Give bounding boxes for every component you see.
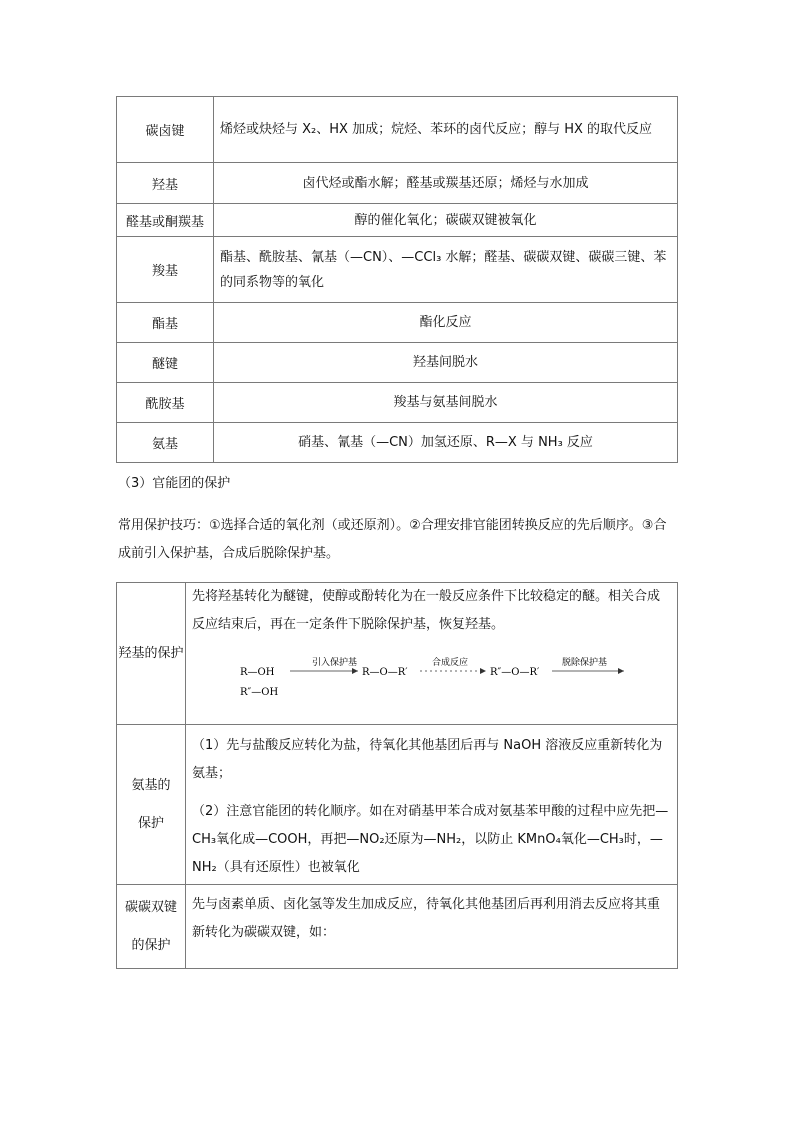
row-content: 醇的催化氧化；碳碳双键被氧化: [214, 204, 678, 237]
reactant-label: R—OH: [240, 667, 275, 678]
row-content: 卤代烃或酯水解；醛基或羰基还原；烯烃与水加成: [214, 163, 678, 204]
intermediate-label: R—O—R′: [362, 667, 408, 678]
step-label: 合成反应: [432, 658, 469, 668]
hydroxyl-protection-text: 先将羟基转化为醚键，使醇或酚转化为在一般反应条件下比较稳定的醚。相关合成反应结束后，再在一定条件下脱除保护基，恢复羟基。: [192, 589, 661, 632]
row-content: 羟基间脱水: [214, 343, 678, 383]
intro-paragraph: 常用保护技巧：①选择合适的氧化剂（或还原剂）。②合理安排官能团转换反应的先后顺序。③合成前引入保护基，合成后脱除保护基。: [118, 518, 667, 561]
amino-protection-head: 氨基的 保护: [117, 725, 186, 885]
step-label: 脱除保护基: [562, 658, 608, 668]
row-content: 羧基与氨基间脱水: [214, 383, 678, 423]
product-label: R″—OH: [240, 687, 279, 697]
hydroxyl-protection-head: 羟基的保护: [117, 583, 186, 725]
row-head: 碳卤键: [117, 97, 214, 163]
hydroxyl-protection-content: [186, 583, 678, 725]
alkene-protection-head: 碳碳双键 的保护: [117, 885, 186, 969]
row-head: 醛基或酮羰基: [117, 204, 214, 237]
intermediate-label: R″—O—R′: [490, 667, 540, 678]
protection-table: [116, 582, 678, 969]
row-content: 硝基、氰基（—CN）加氢还原、R—X 与 NH₃ 反应: [214, 423, 678, 463]
amino-protection-point-1: （1）先与盐酸反应转化为盐，待氧化其他基团后再与 NaOH 溶液反应重新转化为氨基；: [192, 738, 663, 781]
row-head: 羟基: [117, 163, 214, 204]
amino-protection-content: [186, 725, 678, 885]
row-head: 氨基: [117, 423, 214, 463]
arrowhead: [618, 668, 624, 674]
arrowhead: [352, 668, 358, 674]
row-head: 酯基: [117, 303, 214, 343]
arrowhead: [480, 668, 486, 674]
row-content: 酯基、酰胺基、氰基（—CN）、—CCl₃ 水解；醛基、碳碳双键、碳碳三键、苯的同系物等的氧化: [214, 237, 678, 303]
row-head: 羧基: [117, 237, 214, 303]
functional-group-introduction-table: [116, 96, 678, 463]
hydroxyl-protection-scheme: [192, 645, 671, 699]
alkene-protection-content: 先与卤素单质、卤化氢等发生加成反应，待氧化其他基团后再利用消去反应将其重新转化为碳碳双键，如：: [186, 885, 678, 969]
step-label: 引入保护基: [312, 658, 358, 668]
amino-protection-point-2: （2）注意官能团的转化顺序。如在对硝基甲苯合成对氨基苯甲酸的过程中应先把—CH₃氧化成—COOH，再把—NO₂还原为—NH₂，以防止 KMnO₄氧化—CH₃时，—NH₂（具有还原性）也被氧化: [192, 804, 669, 875]
section-title: （3）官能团的保护: [118, 476, 231, 491]
reaction-scheme: [240, 645, 660, 697]
row-content: 烯烃或炔烃与 X₂、HX 加成；烷烃、苯环的卤代反应；醇与 HX 的取代反应: [214, 97, 678, 163]
row-head: 酰胺基: [117, 383, 214, 423]
row-content: 酯化反应: [214, 303, 678, 343]
row-head: 醚键: [117, 343, 214, 383]
